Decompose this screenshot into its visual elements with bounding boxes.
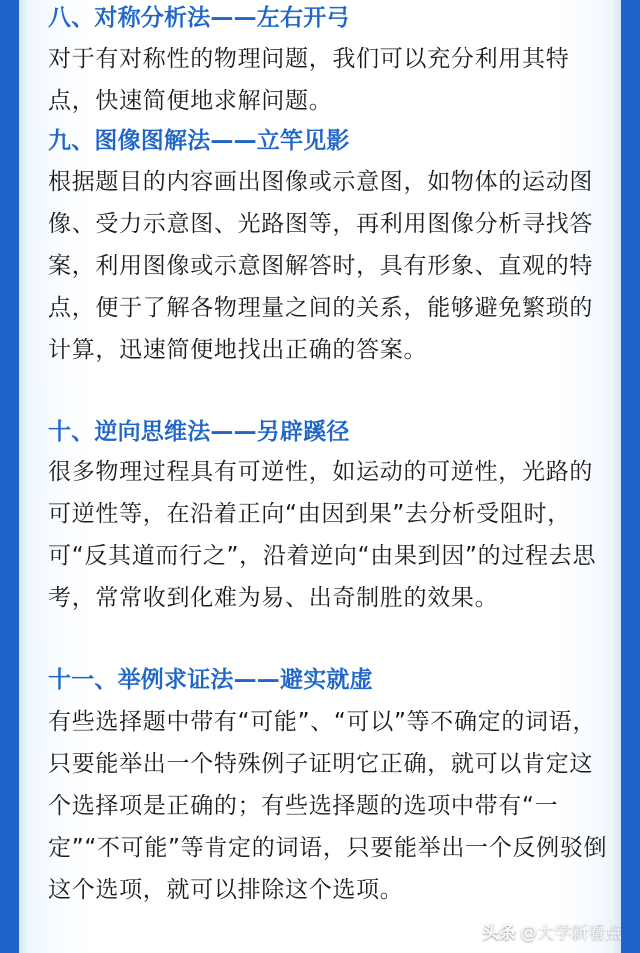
section-heading-symmetry: 八、对称分析法——左右开弓 — [48, 5, 350, 31]
watermark-brand: 头条 — [482, 923, 516, 943]
section-body-reverse-thinking: 很多物理过程具有可逆性，如运动的可逆性，光路的可逆性等，在沿着正向“由因到果”去分析受阻时，可“反其道而行之”，沿着逆向“由果到因”的过程去思考，常常收到化难为易、出奇制胜的效果。 — [48, 459, 597, 611]
section-body-graphing: 根据题目的内容画出图像或示意图，如物体的运动图像、受力示意图、光路图等，再利用图像分析寻找答案，利用图像或示意图解答时，具有形象、直观的特点，便于了解各物理量之间的关系，能够避免繁琐的计算，迅速简便地找出正确的答案。 — [48, 169, 594, 363]
section-heading-graphing: 九、图像图解法——立竿见影 — [48, 128, 350, 154]
section-body-symmetry: 对于有对称性的物理问题，我们可以充分利用其特点，快速简便地求解问题。 — [48, 46, 570, 114]
section-heading-example-proof: 十一、举例求证法——避实就虚 — [48, 667, 373, 693]
source-watermark — [482, 923, 622, 943]
section-body-example-proof: 有些选择题中带有“可能”、“可以”等不确定的词语，只要能举出一个特殊例子证明它正确，就可以肯定这个选择项是正确的；有些选择题的选项中带有“一定”“不可能”等肯定的词语，只要能举出一个反例驳倒这个选项，就可以排除这个选项。 — [48, 709, 608, 903]
section-heading-reverse-thinking: 十、逆向思维法——另辟蹊径 — [48, 419, 350, 445]
watermark-account: @大学新看点 — [520, 923, 622, 943]
